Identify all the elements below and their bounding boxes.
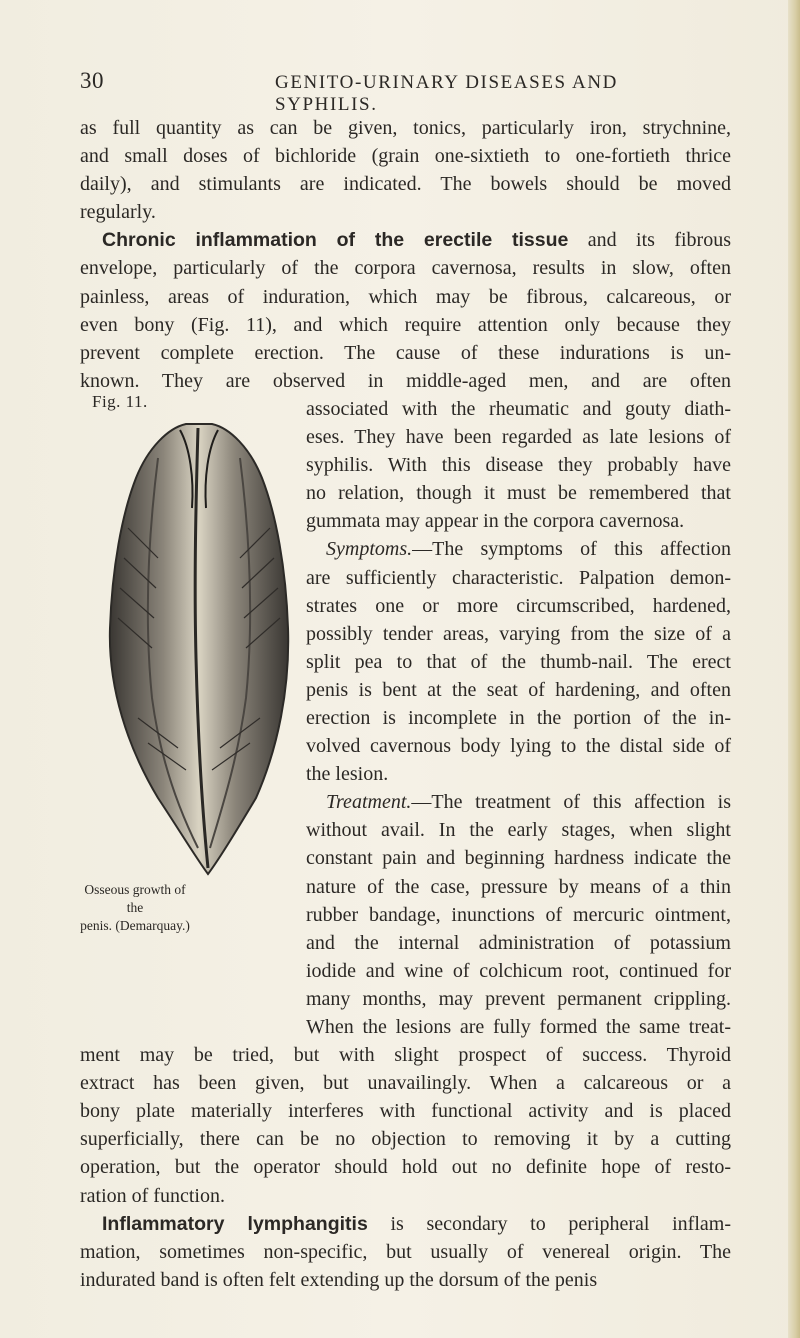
text-line: many months, may prevent permanent crippling. bbox=[306, 987, 731, 1010]
text-line: rubber bandage, inunctions of mercuric ointment, bbox=[306, 903, 731, 926]
text-line: nature of the case, pressure by means of a thin bbox=[306, 875, 731, 898]
text-line: without avail. In the early stages, when slight bbox=[306, 819, 731, 842]
text-line: known. They are observed in middle-aged men, and are often bbox=[80, 369, 731, 392]
text-line: the lesion. bbox=[306, 763, 389, 786]
page-header bbox=[80, 68, 720, 115]
text-line: Chronic inflammation of the erectile tissue and its fibrous bbox=[102, 229, 731, 252]
text-line: possibly tender areas, varying from the size of a bbox=[306, 622, 731, 645]
text-line: as full quantity as can be given, tonics, particularly iron, strychnine, bbox=[80, 117, 731, 139]
text-line: When the lesions are fully formed the same treat- bbox=[306, 1016, 731, 1038]
text-line: Symptoms.—The symptoms of this affection bbox=[326, 538, 731, 561]
text-line: regularly. bbox=[80, 201, 156, 224]
text-line: syphilis. With this disease they probably have bbox=[306, 454, 731, 477]
text-line: mation, sometimes non-specific, but usually of venereal origin. The bbox=[80, 1240, 731, 1263]
text-line: and the internal administration of potassium bbox=[306, 931, 731, 954]
text-line: envelope, particularly of the corpora cavernosa, results in slow, often bbox=[80, 257, 731, 280]
text-line: are sufficiently characteristic. Palpation demon- bbox=[306, 566, 731, 589]
text-line: strates one or more circumscribed, hardened, bbox=[306, 594, 731, 617]
text-line: prevent complete erection. The cause of these indurations is un- bbox=[80, 341, 731, 364]
text-line: Treatment.—The treatment of this affection is bbox=[326, 791, 731, 814]
text-line: erection is incomplete in the portion of the in- bbox=[306, 706, 731, 729]
text-line: associated with the rheumatic and gouty diath- bbox=[306, 397, 731, 420]
caption-line: penis. (Demarquay.) bbox=[80, 918, 190, 933]
figure-label: Fig. 11. bbox=[92, 392, 148, 411]
text-line: no relation, though it must be remembered that bbox=[306, 482, 731, 505]
text-line: gummata may appear in the corpora cavernosa. bbox=[306, 510, 685, 533]
section-heading-chronic-inflammation: Chronic inflammation of the erectile tissue bbox=[102, 229, 569, 252]
text-line: operation, but the operator should hold out no definite hope of resto- bbox=[80, 1156, 731, 1179]
running-head: GENITO-URINARY DISEASES AND SYPHILIS. bbox=[275, 72, 618, 115]
page-edge bbox=[788, 0, 800, 1338]
caption-line: Osseous growth of the bbox=[84, 882, 186, 915]
figure-11 bbox=[80, 392, 308, 982]
text-line: even bony (Fig. 11), and which require attention only because they bbox=[80, 313, 731, 336]
text-line: ment may be tried, but with slight prospect of success. Thyroid bbox=[80, 1044, 731, 1067]
text-line: split pea to that of the thumb-nail. The erect bbox=[306, 650, 731, 673]
figure-caption bbox=[80, 881, 190, 935]
section-heading-lymphangitis: Inflammatory lymphangitis bbox=[102, 1212, 368, 1235]
text-line: penis is bent at the seat of hardening, and often bbox=[306, 678, 731, 701]
text-line: eses. They have been regarded as late lesions of bbox=[306, 426, 731, 449]
text-line: volved cavernous body lying to the distal side of bbox=[306, 735, 731, 758]
text-line: constant pain and beginning hardness indicate the bbox=[306, 847, 731, 870]
text-line: bony plate materially interferes with functional activity and is placed bbox=[80, 1100, 731, 1123]
text-line: ration of function. bbox=[80, 1184, 225, 1207]
subheading-symptoms: Symptoms. bbox=[326, 538, 413, 561]
text-line: and small doses of bichloride (grain one-sixtieth to one-fortieth thrice bbox=[80, 145, 731, 168]
text-line: daily), and stimulants are indicated. The bowels should be moved bbox=[80, 173, 731, 196]
text-line: indurated band is often felt extending up the dorsum of the penis bbox=[80, 1268, 598, 1291]
text-line: extract has been given, but unavailingly. When a calcareous or a bbox=[80, 1072, 731, 1095]
text-line: superficially, there can be no objection to removing it by a cutting bbox=[80, 1128, 731, 1151]
text-line: painless, areas of induration, which may be fibrous, calcareous, or bbox=[80, 285, 731, 308]
text-line: iodide and wine of colchicum root, continued for bbox=[306, 959, 731, 982]
subheading-treatment: Treatment. bbox=[326, 791, 412, 814]
osseous-growth-illustration bbox=[98, 418, 298, 878]
page-number: 30 bbox=[80, 68, 104, 93]
text-line: Inflammatory lymphangitis is secondary to peripheral inflam- bbox=[102, 1212, 731, 1235]
